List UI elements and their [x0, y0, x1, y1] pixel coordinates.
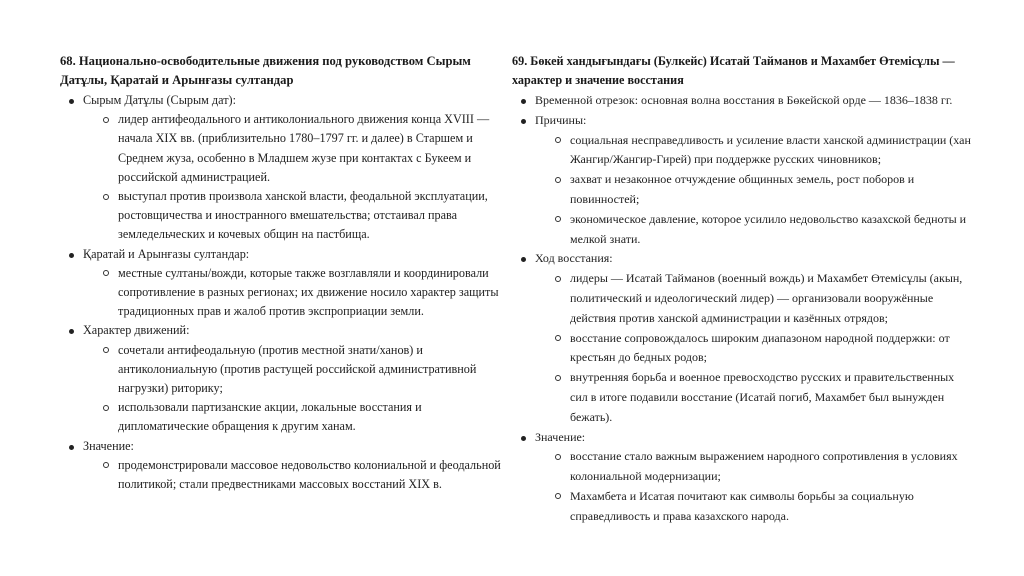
sub-list [83, 110, 508, 244]
left-section-syrym [60, 91, 508, 245]
left-column [60, 52, 508, 494]
sub-list [535, 447, 972, 526]
left-section-character [60, 321, 508, 436]
right-column [512, 52, 972, 527]
list-item: социальная несправедливость и усиление власти ханской администрации (хан Жангир/Жангир-Гирей) при поддержке русских чиновников; [551, 131, 972, 171]
section-label: Причины: [535, 112, 587, 127]
list-item: местные султаны/вожди, которые также возглавляли и координировали сопротивление в разных регионах; их движение носило характер защиты традиционных прав и жалоб против экспроприации земли. [99, 264, 508, 322]
list-item: выступал против произвола ханской власти, феодальной эксплуатации, ростовщичества и иностранного вмешательства; отстаивал права земледельческих и кочевых общин на пастбища. [99, 187, 508, 245]
list-item: внутренняя борьба и военное превосходство русских и правительственных сил в итоге подавили восстание (Исатай погиб, Махамбет был вынужден бежать). [551, 368, 972, 427]
left-title: 68. Национально-освободительные движения под руководством Сырым Датұлы, Қаратай и Арынғазы султандар [60, 54, 471, 87]
left-section-significance [60, 437, 508, 495]
section-label: Значение: [535, 429, 586, 444]
list-item: Махамбета и Исатая почитают как символы борьбы за социальную справедливость и права казахского народа. [551, 487, 972, 527]
list-item: сочетали антифеодальную (против местной знати/ханов) и антиколониальную (против растущей российской административной нагрузки) риторику; [99, 341, 508, 399]
sub-list [83, 264, 508, 322]
section-label: Қаратай и Арынғазы султандар: [83, 246, 250, 261]
left-bullet-list [60, 91, 508, 494]
list-item: использовали партизанские акции, локальные восстания и дипломатические обращения к другим ханам. [99, 398, 508, 436]
list-item: лидеры — Исатай Тайманов (военный вождь) и Махамбет Өтемісұлы (акын, политический и идеологический лидер) — организовали вооружённые действия против ханской администрации и казённых отрядов; [551, 269, 972, 328]
left-section-karatay [60, 245, 508, 322]
right-section-course [512, 249, 972, 427]
list-item: восстание стало важным выражением народного сопротивления в условиях колониальной модернизации; [551, 447, 972, 487]
section-label: Ход восстания: [535, 251, 613, 266]
sub-list [535, 131, 972, 250]
section-label: Характер движений: [83, 323, 190, 338]
right-section-significance [512, 428, 972, 527]
list-item: экономическое давление, которое усилило недовольство казахской бедноты и мелкой знати. [551, 210, 972, 250]
section-label: Временной отрезок: основная волна восстания в Бөкейской орде — 1836–1838 гг. [535, 93, 953, 107]
sub-list [83, 456, 508, 494]
right-title: 69. Бөкей хандығындағы (Булкейс) Исатай Тайманов и Махамбет Өтемісұлы — характер и значение восстания [512, 54, 955, 87]
list-item: продемонстрировали массовое недовольство колониальной и феодальной политикой; стали предвестниками массовых восстаний XIX в. [99, 456, 508, 494]
sub-list [535, 269, 972, 427]
section-label: Значение: [83, 438, 134, 453]
right-bullet-list [512, 91, 972, 527]
section-label: Сырым Датұлы (Сырым дат): [83, 93, 236, 107]
list-item: восстание сопровождалось широким диапазоном народной поддержки: от крестьян до бедных родов; [551, 329, 972, 369]
sub-list [83, 341, 508, 437]
list-item: лидер антифеодального и антиколониального движения конца XVIII — начала XIX вв. (приблизительно 1780–1797 гг. и далее) в Старшем и Среднем жуза, особенно в Младшем жузе при контактах с Букеем и российской администрацией. [99, 110, 508, 187]
right-section-causes [512, 111, 972, 250]
list-item: захват и незаконное отчуждение общинных земель, рост поборов и повинностей; [551, 170, 972, 210]
right-section-timeframe [512, 91, 972, 111]
